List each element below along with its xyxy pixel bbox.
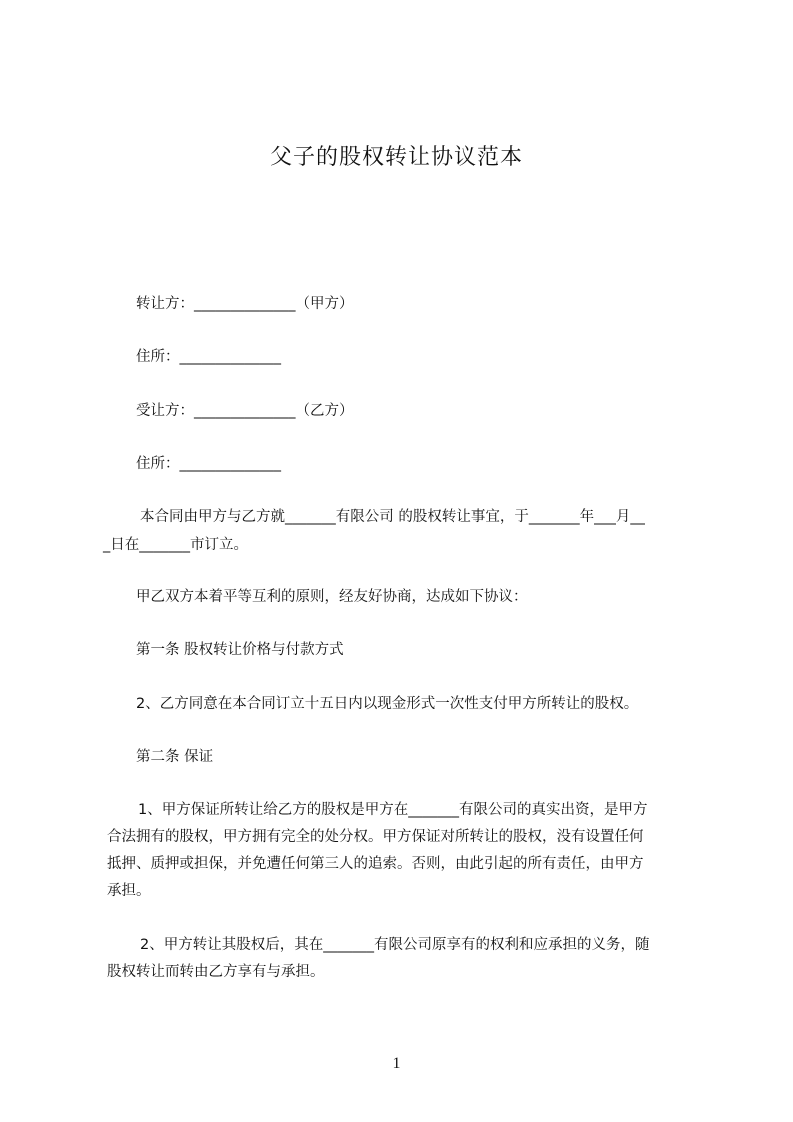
guarantee-2-line-2: 股权转让而转由乙方享有与承担。 [107,964,325,980]
article-1-item-2: 2、乙方同意在本合同订立十五日内以现金形式一次性支付甲方所转让的股权。 [136,696,639,712]
page-number: 1 [392,1055,401,1072]
guarantee-1-line-4: 承担。 [107,883,151,899]
transferee-line: 受让方：______________（乙方） [136,403,354,419]
guarantee-1-line-2: 合法拥有的股权，甲方拥有完全的处分权。甲方保证对所转让的股权，没有设置任何 [107,829,644,845]
article-1-heading: 第一条 股权转让价格与付款方式 [136,642,344,658]
transferor-line: 转让方：______________（甲方） [136,296,354,312]
guarantee-1-line-1: 1、甲方保证所转让给乙方的股权是甲方在_______有限公司的真实出资，是甲方 [138,802,648,818]
document-title: 父子的股权转让协议范本 [269,145,523,170]
guarantee-1-line-3: 抵押、质押或担保，并免遭任何第三人的追索。否则，由此引起的所有责任，由甲方 [107,856,644,872]
principle-paragraph: 甲乙双方本着平等互利的原则，经友好协商，达成如下协议： [136,589,528,605]
transferor-address: 住所：______________ [136,349,281,365]
intro-line-1: 本合同由甲方与乙方就_______有限公司 的股权转让事宜，于_______年___月__ [140,509,645,525]
article-2-heading: 第二条 保证 [136,749,214,765]
intro-line-2: _日在_______市订立。 [103,537,248,553]
guarantee-2-line-1: 2、甲方转让其股权后，其在_______有限公司原享有的权利和应承担的义务，随 [140,937,650,953]
transferee-address: 住所：______________ [136,456,281,472]
